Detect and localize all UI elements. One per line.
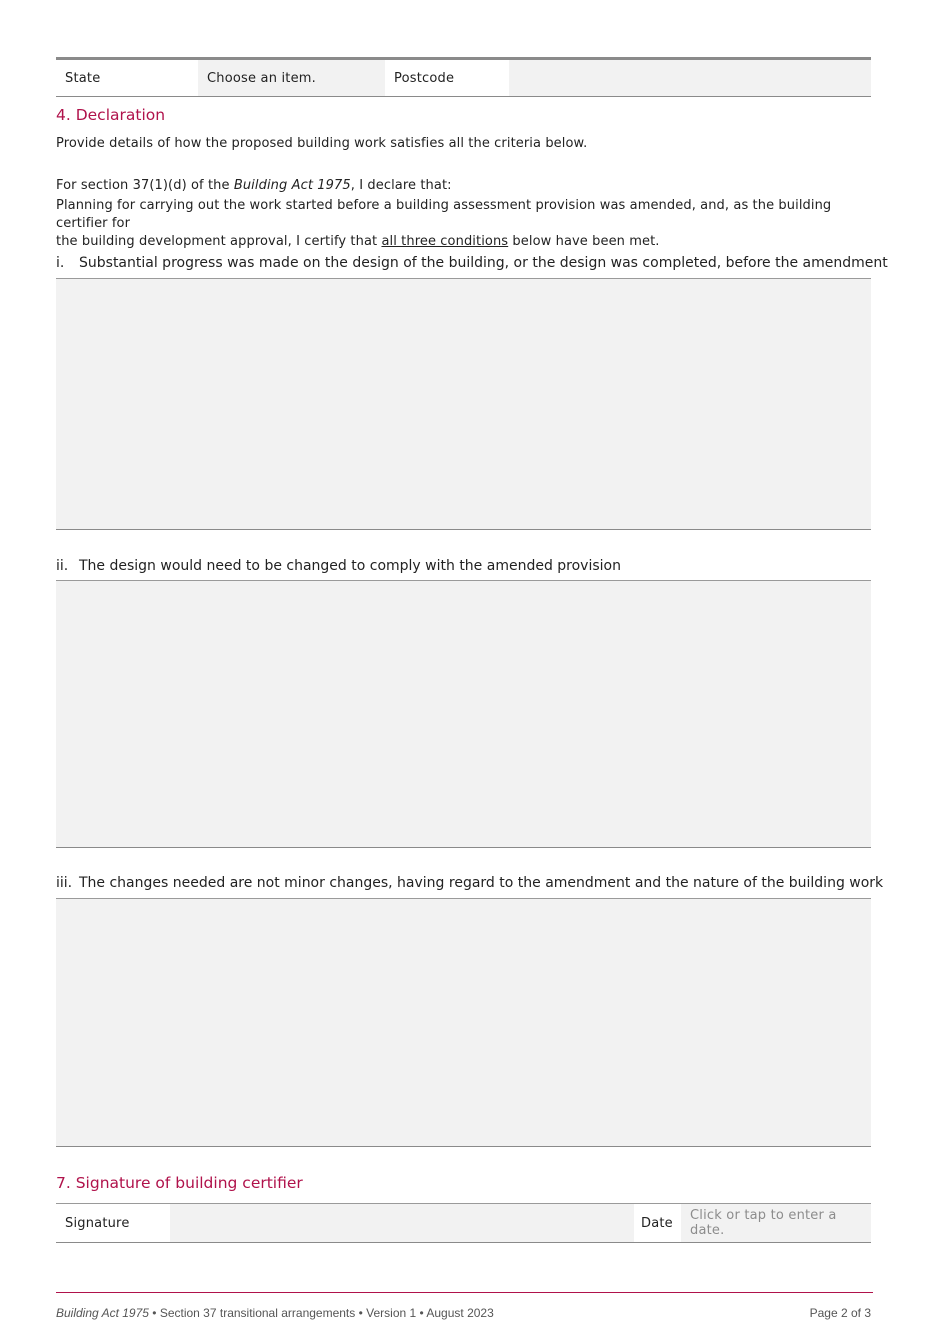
footer-details: • Section 37 transitional arrangements • Version 1 • August 2023 xyxy=(148,1306,494,1320)
criterion-iii-textarea[interactable] xyxy=(56,898,871,1147)
criterion-text: Substantial progress was made on the design of the building, or the design was completed, before the amendment xyxy=(79,255,888,271)
signature-row xyxy=(56,1203,871,1243)
all-three-conditions: all three conditions xyxy=(381,234,509,249)
section-prefix: For section 37(1)(d) of the xyxy=(56,178,234,193)
criterion-number: iii. xyxy=(56,875,73,891)
criterion-text: The changes needed are not minor changes, having regard to the amendment and the nature of the building work xyxy=(79,875,884,891)
signature-field[interactable] xyxy=(170,1204,634,1242)
address-row xyxy=(56,57,871,97)
page-number: Page 2 of 3 xyxy=(809,1306,871,1320)
footer-text xyxy=(56,1306,494,1320)
criterion-number: i. xyxy=(56,255,65,271)
signature-label: Signature xyxy=(56,1204,170,1242)
postcode-input[interactable] xyxy=(509,60,871,96)
declaration-heading: 4. Declaration xyxy=(56,106,166,124)
criterion-ii-textarea[interactable] xyxy=(56,580,871,848)
date-picker[interactable]: Click or tap to enter a date. xyxy=(681,1204,871,1242)
planning-statement xyxy=(56,197,871,251)
planning-line-1: Planning for carrying out the work started before a building assessment provision was amended, and, as the building certifier for xyxy=(56,198,832,231)
criterion-i xyxy=(56,255,888,271)
declaration-intro: Provide details of how the proposed building work satisfies all the criteria below. xyxy=(56,136,588,151)
state-label: State xyxy=(56,60,198,96)
section-declaration xyxy=(56,177,452,195)
criterion-text: The design would need to be changed to comply with the amended provision xyxy=(79,558,621,574)
postcode-label: Postcode xyxy=(385,60,509,96)
footer-divider xyxy=(56,1292,873,1293)
criterion-iii xyxy=(56,875,883,891)
criterion-ii xyxy=(56,558,621,574)
act-name: Building Act 1975 xyxy=(233,178,351,193)
signature-heading: 7. Signature of building certifier xyxy=(56,1174,303,1192)
criterion-number: ii. xyxy=(56,558,69,574)
planning-line-2: the building development approval, I certify that all three conditions below have been met. xyxy=(56,234,660,249)
footer-act: Building Act 1975 xyxy=(56,1306,149,1320)
date-label: Date xyxy=(634,1204,681,1242)
section-suffix: , I declare that: xyxy=(350,178,452,193)
state-dropdown[interactable]: Choose an item. xyxy=(198,60,385,96)
criterion-i-textarea[interactable] xyxy=(56,278,871,530)
